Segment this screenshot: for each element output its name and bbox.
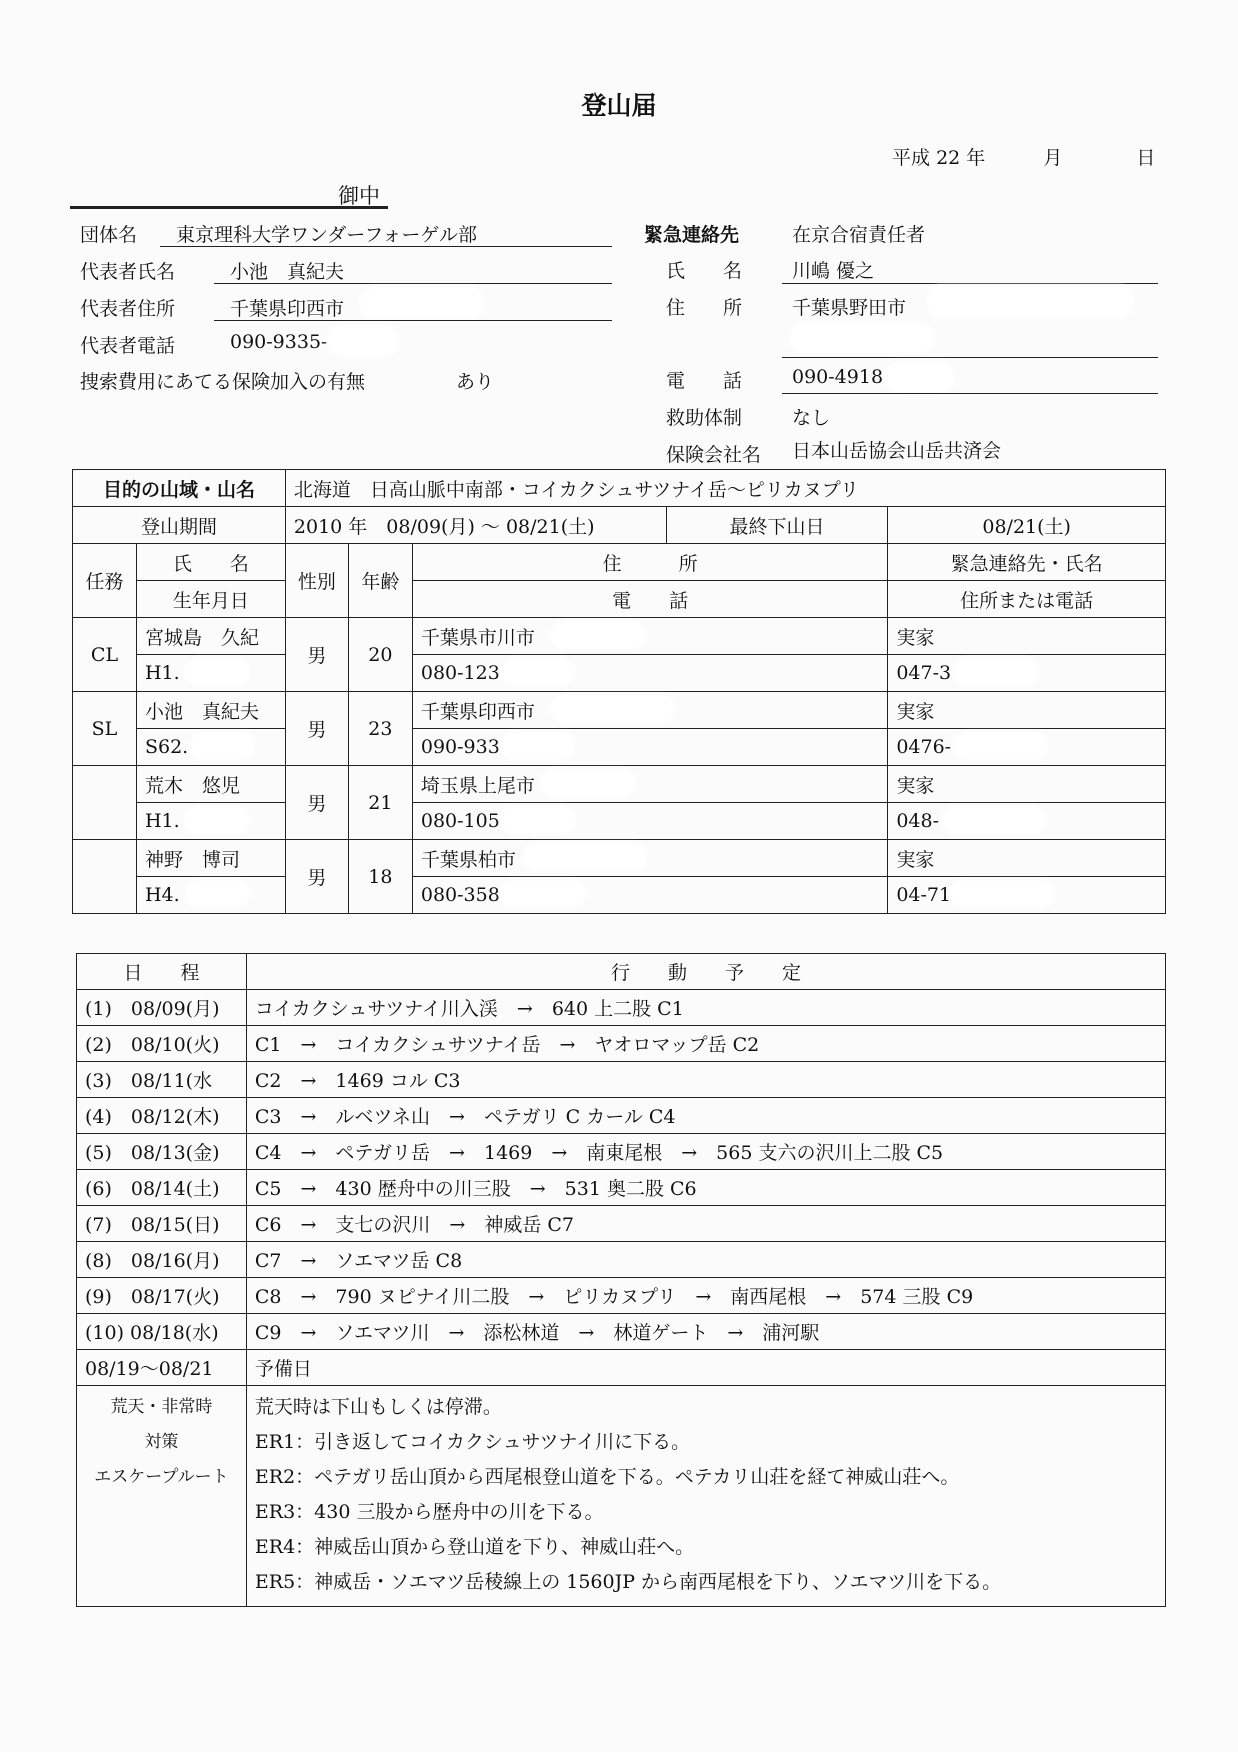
rescue-label: 救助体制 xyxy=(666,407,743,429)
members-header-row-2 xyxy=(73,581,1166,618)
emergency-name-label: 氏 名 xyxy=(666,260,743,282)
member-em-contact: 04-71 xyxy=(896,884,952,906)
schedule-day: 08/19～08/21 xyxy=(77,1350,247,1386)
period-value: 2010 年 08/09(月) ～ 08/21(土) xyxy=(285,507,666,544)
table-row xyxy=(77,1134,1166,1170)
member-phone: 080-358 xyxy=(420,884,500,906)
rep-phone-label: 代表者電話 xyxy=(80,335,176,357)
member-role: CL xyxy=(73,618,137,692)
schedule-day: (1) 08/09(月) xyxy=(77,990,247,1026)
schedule-day: (5) 08/13(金) xyxy=(77,1134,247,1170)
address-header: 住 所 xyxy=(412,544,887,581)
schedule-table xyxy=(76,953,1166,1607)
notes-line: 荒天時は下山もしくは停滞。 xyxy=(254,1396,502,1418)
member-birth: H4. xyxy=(144,884,180,906)
member-role: SL xyxy=(73,692,137,766)
age-header: 年齢 xyxy=(348,544,412,618)
rescue-value: なし xyxy=(792,407,831,429)
schedule-day-header: 日 程 xyxy=(77,954,247,990)
schedule-plan: C1 → コイカクシュサツナイ岳 → ヤオロマップ岳 C2 xyxy=(246,1026,1165,1062)
mountain-value: 北海道 日高山脈中南部・コイカクシュサツナイ岳～ピリカヌプリ xyxy=(285,470,1165,507)
table-row xyxy=(73,692,1166,729)
member-em-contact-cell xyxy=(888,803,1166,840)
members-header-row xyxy=(73,544,1166,581)
member-sex: 男 xyxy=(285,692,348,766)
schedule-plan: コイカクシュサツナイ川入渓 → 640 上二股 C1 xyxy=(246,990,1165,1026)
addressee-suffix: 御中 xyxy=(338,184,380,208)
member-phone-cell xyxy=(412,803,887,840)
redaction xyxy=(888,364,952,390)
member-age: 23 xyxy=(348,692,412,766)
member-address-cell xyxy=(412,766,887,803)
notes-label-line: 荒天・非常時 xyxy=(110,1397,213,1417)
last-day-value: 08/21(土) xyxy=(888,507,1166,544)
rep-phone: 090-9335- xyxy=(230,331,328,353)
redaction xyxy=(944,809,1044,831)
redaction xyxy=(503,809,573,831)
member-name: 神野 博司 xyxy=(136,840,285,877)
notes-label-line: エスケープルート xyxy=(94,1467,229,1487)
emergency-heading: 緊急連絡先 xyxy=(644,224,740,246)
member-address: 千葉県柏市 xyxy=(420,848,516,871)
member-em-name: 実家 xyxy=(888,618,1166,655)
schedule-day: (6) 08/14(土) xyxy=(77,1170,247,1206)
members-table xyxy=(72,469,1166,914)
insurance-value: あり xyxy=(456,371,495,393)
member-phone-cell xyxy=(412,877,887,914)
member-em-contact-cell xyxy=(888,729,1166,766)
redaction xyxy=(503,661,573,683)
member-address-cell xyxy=(412,618,887,655)
emergency-contact-header: 住所または電話 xyxy=(888,581,1166,618)
emergency-phone-line xyxy=(782,393,1158,394)
schedule-plan: 予備日 xyxy=(246,1350,1165,1386)
redaction xyxy=(956,735,1046,757)
member-sex: 男 xyxy=(285,766,348,840)
redaction xyxy=(792,326,932,350)
table-row xyxy=(77,1098,1166,1134)
table-row xyxy=(73,803,1166,840)
member-birth-cell xyxy=(136,729,285,766)
redaction xyxy=(187,809,247,831)
member-name: 小池 真紀夫 xyxy=(136,692,285,729)
member-address: 埼玉県上尾市 xyxy=(420,774,535,797)
redaction xyxy=(187,883,247,905)
member-sex: 男 xyxy=(285,840,348,914)
member-em-contact-cell xyxy=(888,655,1166,692)
date-day-unit: 日 xyxy=(1136,147,1156,169)
rep-address: 千葉県印西市 xyxy=(230,298,345,320)
redaction xyxy=(193,735,253,757)
member-phone-cell xyxy=(412,729,887,766)
member-phone: 090-933 xyxy=(420,736,500,758)
schedule-plan: C9 → ソエマツ川 → 添松林道 → 林道ゲート → 浦河駅 xyxy=(246,1314,1165,1350)
group-name-label: 団体名 xyxy=(80,224,138,246)
redaction xyxy=(930,288,1130,316)
member-age: 18 xyxy=(348,840,412,914)
member-age: 21 xyxy=(348,766,412,840)
date-year: 22 xyxy=(936,147,961,169)
member-birth-cell xyxy=(136,803,285,840)
notes-cell xyxy=(246,1386,1165,1607)
role-header: 任務 xyxy=(73,544,137,618)
member-phone: 080-105 xyxy=(420,810,500,832)
insurance-label: 捜索費用にあてる保険加入の有無 xyxy=(80,371,366,393)
emergency-address-line xyxy=(782,357,1158,358)
member-birth-cell xyxy=(136,877,285,914)
member-em-contact: 048- xyxy=(896,810,940,832)
redaction xyxy=(553,698,673,720)
member-birth: H1. xyxy=(144,662,180,684)
schedule-plan: C5 → 430 歴舟中の川三股 → 531 奥二股 C6 xyxy=(246,1170,1165,1206)
schedule-plan: C6 → 支七の沢川 → 神威岳 C7 xyxy=(246,1206,1165,1242)
member-birth: S62. xyxy=(144,736,189,758)
date-era: 平成 xyxy=(892,147,931,169)
table-row xyxy=(73,618,1166,655)
table-row xyxy=(73,877,1166,914)
emergency-address-label: 住 所 xyxy=(666,297,743,319)
emergency-name: 川嶋 優之 xyxy=(792,260,875,282)
schedule-day: (8) 08/16(月) xyxy=(77,1242,247,1278)
redaction xyxy=(503,735,573,757)
insurer-value: 日本山岳協会山岳共済会 xyxy=(792,440,1002,462)
table-row xyxy=(77,1350,1166,1386)
table-row xyxy=(73,766,1166,803)
notes-row xyxy=(77,1386,1166,1607)
redaction xyxy=(187,661,247,683)
member-role xyxy=(73,766,137,840)
member-phone: 080-123 xyxy=(420,662,500,684)
notes-line: ER5：神威岳・ソエマツ岳稜線上の 1560JP から南西尾根を下り、ソエマツ川を下る。 xyxy=(254,1571,1002,1593)
period-row xyxy=(73,507,1166,544)
group-name-line xyxy=(160,246,612,247)
schedule-plan: C4 → ペテガリ岳 → 1469 → 南東尾根 → 565 支六の沢川上二股 C5 xyxy=(246,1134,1165,1170)
schedule-day: (3) 08/11(水 xyxy=(77,1062,247,1098)
last-day-label: 最終下山日 xyxy=(666,507,888,544)
schedule-action-header: 行 動 予 定 xyxy=(246,954,1165,990)
member-address: 千葉県市川市 xyxy=(420,626,535,649)
member-birth-cell xyxy=(136,655,285,692)
redaction xyxy=(525,846,645,868)
rep-name-line xyxy=(214,283,612,284)
table-row xyxy=(77,990,1166,1026)
date-month-unit: 月 xyxy=(1043,147,1063,169)
member-name: 荒木 悠児 xyxy=(136,766,285,803)
schedule-day: (10) 08/18(水) xyxy=(77,1314,247,1350)
table-row xyxy=(77,1314,1166,1350)
member-phone-cell xyxy=(412,655,887,692)
insurer-label: 保険会社名 xyxy=(666,444,762,466)
notes-line: ER2：ペテガリ岳山頂から西尾根登山道を下る。ペテカリ山荘を経て神威山荘へ。 xyxy=(254,1466,960,1488)
birth-header: 生年月日 xyxy=(136,581,285,618)
emergency-phone: 090-4918 xyxy=(792,366,884,388)
phone-header: 電 話 xyxy=(412,581,887,618)
member-role xyxy=(73,840,137,914)
schedule-plan: C2 → 1469 コル C3 xyxy=(246,1062,1165,1098)
table-row xyxy=(77,1242,1166,1278)
redaction xyxy=(503,883,583,905)
schedule-day: (9) 08/17(火) xyxy=(77,1278,247,1314)
redaction xyxy=(330,328,396,354)
table-row xyxy=(73,655,1166,692)
member-em-name: 実家 xyxy=(888,840,1166,877)
rep-name-label: 代表者氏名 xyxy=(80,261,176,283)
notes-line: ER1：引き返してコイカクシュサツナイ川に下る。 xyxy=(254,1431,691,1453)
group-name: 東京理科大学ワンダーフォーゲル部 xyxy=(176,224,477,246)
schedule-plan: C7 → ソエマツ岳 C8 xyxy=(246,1242,1165,1278)
name-header: 氏 名 xyxy=(136,544,285,581)
member-name: 宮城島 久紀 xyxy=(136,618,285,655)
mountain-label: 目的の山域・山名 xyxy=(73,470,286,507)
table-row xyxy=(77,1026,1166,1062)
date-line xyxy=(892,143,1155,170)
emergency-phone-label: 電 話 xyxy=(666,370,743,392)
member-address-cell xyxy=(412,840,887,877)
table-row xyxy=(73,729,1166,766)
table-row xyxy=(73,840,1166,877)
member-em-contact: 047-3 xyxy=(896,662,952,684)
schedule-day: (7) 08/15(日) xyxy=(77,1206,247,1242)
notes-line: ER3：430 三股から歴舟中の川を下る。 xyxy=(254,1501,604,1523)
addressee-line xyxy=(70,206,388,209)
member-address: 千葉県印西市 xyxy=(420,700,535,723)
date-year-unit: 年 xyxy=(966,147,986,169)
member-sex: 男 xyxy=(285,618,348,692)
notes-line: ER4：神威岳山頂から登山道を下り、神威山荘へ。 xyxy=(254,1536,695,1558)
member-age: 20 xyxy=(348,618,412,692)
member-birth: H1. xyxy=(144,810,180,832)
member-em-contact-cell xyxy=(888,877,1166,914)
period-label: 登山期間 xyxy=(73,507,286,544)
form-title: 登山届 xyxy=(581,91,657,120)
schedule-header-row xyxy=(77,954,1166,990)
table-row xyxy=(77,1062,1166,1098)
rep-name: 小池 真紀夫 xyxy=(230,261,345,283)
emergency-role: 在京合宿責任者 xyxy=(792,224,926,246)
table-row xyxy=(77,1170,1166,1206)
schedule-plan: C3 → ルベツネ山 → ペテガリ C カール C4 xyxy=(246,1098,1165,1134)
member-em-name: 実家 xyxy=(888,692,1166,729)
redaction xyxy=(952,883,1052,905)
sex-header: 性別 xyxy=(285,544,348,618)
member-address-cell xyxy=(412,692,887,729)
rep-address-line xyxy=(214,320,612,321)
emergency-name-line xyxy=(782,283,1158,284)
rep-address-label: 代表者住所 xyxy=(80,298,176,320)
redaction xyxy=(543,772,633,794)
notes-label-line: 対策 xyxy=(144,1432,179,1452)
table-row xyxy=(77,1278,1166,1314)
emergency-name-header: 緊急連絡先・氏名 xyxy=(888,544,1166,581)
redaction xyxy=(362,290,482,316)
member-em-name: 実家 xyxy=(888,766,1166,803)
schedule-plan: C8 → 790 ヌピナイ川二股 → ピリカヌプリ → 南西尾根 → 574 三股 C9 xyxy=(246,1278,1165,1314)
schedule-day: (4) 08/12(木) xyxy=(77,1098,247,1134)
member-em-contact: 0476- xyxy=(896,736,952,758)
redaction xyxy=(553,624,643,646)
notes-label-cell xyxy=(77,1386,247,1607)
mountain-row xyxy=(73,470,1166,507)
emergency-address: 千葉県野田市 xyxy=(792,297,907,319)
table-row xyxy=(77,1206,1166,1242)
schedule-day: (2) 08/10(火) xyxy=(77,1026,247,1062)
redaction xyxy=(956,661,1036,683)
